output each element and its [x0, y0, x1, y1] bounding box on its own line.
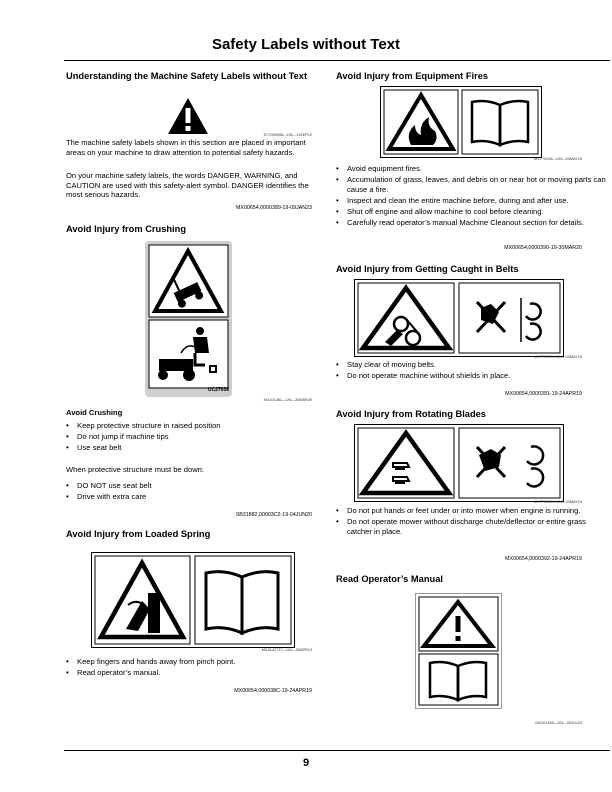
crushing-bullets-2	[66, 481, 318, 503]
manual-label	[415, 593, 502, 709]
header-rule	[64, 60, 610, 61]
list-item: • Do not operate mower without discharge chute/deflector or entire grass catcher in place.	[336, 517, 608, 536]
list-item: • DO NOT use seat belt	[66, 481, 318, 491]
fires-image-code: MXT70018—UN—04MAY16	[533, 157, 582, 161]
understanding-ref: MX00654,0000389-19-09JAN23	[236, 205, 312, 211]
spring-heading: Avoid Injury from Loaded Spring	[66, 529, 211, 539]
understanding-heading: Understanding the Machine Safety Labels without Text	[66, 71, 308, 81]
list-item: • Do not operate machine without shields in place.	[336, 371, 608, 381]
belts-ref: MX00654,0000391-19-24APR19	[505, 391, 582, 397]
page-number: 9	[302, 757, 310, 769]
fires-bullets	[336, 164, 608, 229]
blades-heading: Avoid Injury from Rotating Blades	[336, 409, 486, 419]
list-item: • Stay clear of moving belts.	[336, 360, 608, 370]
safety-alert-icon	[166, 96, 210, 136]
list-item: • Accumulation of grass, leaves, and debris on or near hot or moving parts can cause a fire.	[336, 175, 608, 194]
manual-image-code: MX101345—UN—09JUL20	[535, 721, 582, 725]
crushing-label-image	[145, 241, 232, 397]
belts-heading: Avoid Injury from Getting Caught in Belts	[336, 264, 519, 274]
fires-label-image	[381, 87, 541, 157]
manual-heading: Read Operator’s Manual	[336, 574, 443, 584]
crushing-ref: SB31882,00003C2-19-04JUN20	[235, 512, 312, 518]
list-item: • Do not jump if machine tips	[66, 432, 318, 442]
spring-label-image	[92, 553, 294, 647]
manual-label-image	[416, 594, 501, 708]
blades-ref: MX00654,0000392-19-24APR19	[505, 556, 582, 562]
crushing-subheading: Avoid Crushing	[66, 408, 123, 417]
understanding-image-code: TCT005498—UN—11SEP12	[263, 133, 312, 137]
crushing-label	[145, 241, 232, 397]
list-item: • Carefully read operator’s manual Machine Cleanout section for details.	[336, 218, 608, 228]
list-item: • Keep protective structure in raised position	[66, 421, 318, 431]
fires-heading: Avoid Injury from Equipment Fires	[336, 71, 489, 81]
crushing-down-text: When protective structure must be down:	[66, 465, 205, 474]
fires-ref: MX00654,0000390-19-30MAR20	[504, 245, 582, 251]
crushing-heading: Avoid Injury from Crushing	[66, 224, 187, 234]
belts-bullets	[336, 360, 608, 382]
list-item: • Keep fingers and hands away from pinch point.	[66, 657, 318, 667]
fires-label	[380, 86, 542, 158]
blades-label-image	[355, 425, 563, 501]
blades-label	[354, 424, 564, 502]
list-item: • Avoid equipment fires.	[336, 164, 608, 174]
list-item: • Use seat belt	[66, 443, 318, 453]
belts-image-code: MXT70017—UN—03MAY16	[533, 355, 582, 359]
list-item: • Drive with extra care	[66, 492, 318, 502]
spring-ref: MX00654,000038C-19-24APR19	[234, 688, 312, 694]
understanding-paragraph-2: On your machine safety labels, the words DANGER, WARNING, and CAUTION are used with this safety-alert symbol. DANGER identifies the most serious hazards.	[66, 171, 309, 200]
list-item: • Read operator’s manual.	[66, 668, 318, 678]
blades-bullets	[336, 506, 608, 538]
list-item: • Do not put hands or feet under or into mower when engine is running.	[336, 506, 608, 516]
page-title: Safety Labels without Text	[211, 36, 401, 53]
belts-label-image	[355, 280, 563, 356]
crushing-image-code: MX101381—UN—30MAR20	[263, 398, 312, 402]
belts-label	[354, 279, 564, 357]
blades-image-code: MXT70016—UN—03MAY16	[533, 500, 582, 504]
list-item: • Inspect and clean the entire machine before, during and after use.	[336, 196, 608, 206]
spring-bullets	[66, 657, 318, 679]
list-item: • Shut off engine and allow machine to cool before cleaning.	[336, 207, 608, 217]
footer-rule	[64, 750, 610, 751]
crushing-bullets	[66, 421, 318, 454]
spring-image-code: MXAL42717—UN—05APR13	[261, 648, 312, 652]
spring-label	[91, 552, 295, 648]
understanding-paragraph-1: The machine safety labels shown in this section are placed in important areas on your machine to draw attention to potential safety hazards.	[66, 138, 306, 157]
crushing-label-code: UC27038	[207, 387, 229, 393]
